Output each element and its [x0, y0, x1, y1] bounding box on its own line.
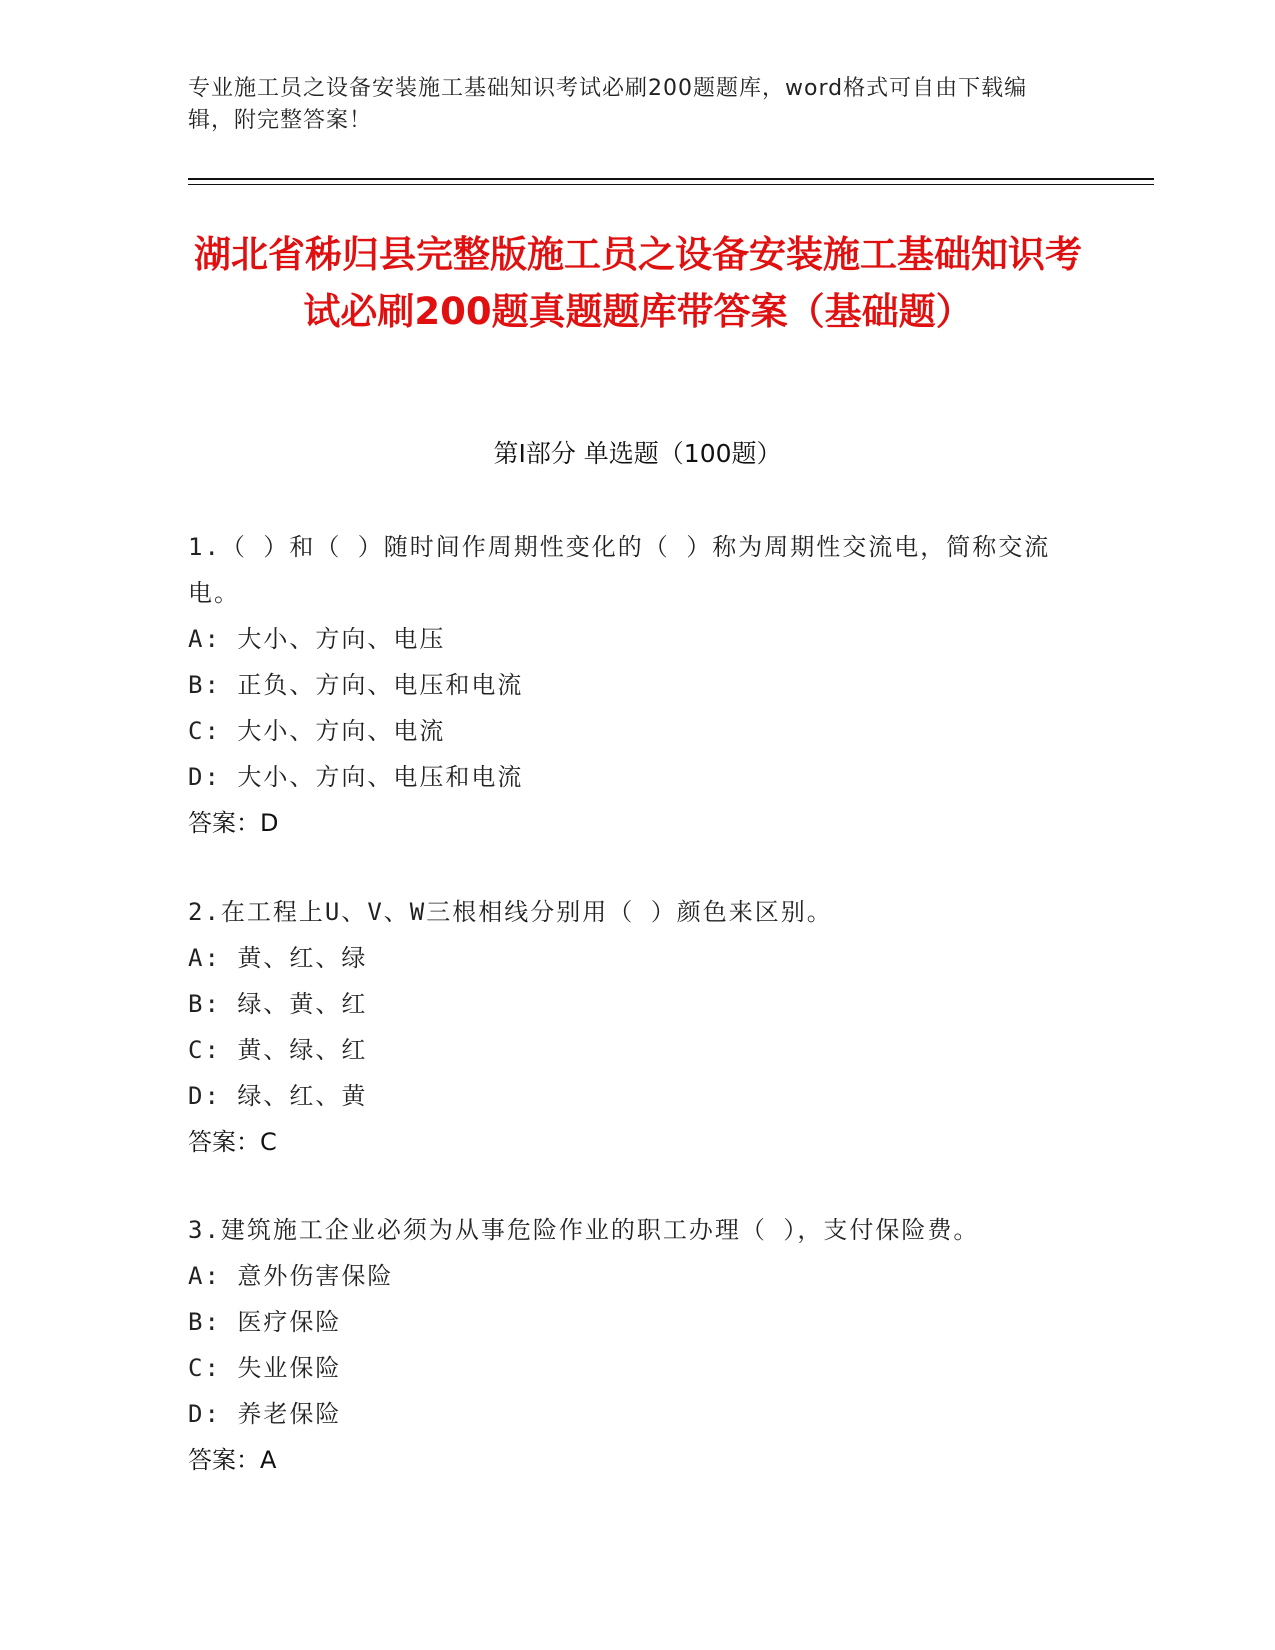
answer-line: 答案：C — [188, 1128, 277, 1156]
option-a: A: 大小、方向、电压 — [188, 625, 446, 653]
option-c: C: 失业保险 — [188, 1354, 342, 1382]
option-c: C: 黄、绿、红 — [188, 1036, 368, 1064]
option-d: D: 绿、红、黄 — [188, 1082, 368, 1110]
option-a: A: 意外伤害保险 — [188, 1262, 394, 1290]
question-stem: 1.（ ）和（ ）随时间作周期性变化的（ ）称为周期性交流电，简称交流电。 — [188, 533, 1051, 607]
header-divider-thick — [188, 178, 1154, 180]
answer-line: 答案：A — [188, 1446, 277, 1474]
section-heading: 第Ⅰ部分 单选题（100题） — [493, 439, 782, 468]
question-stem: 3.建筑施工企业必须为从事危险作业的职工办理（ ），支付保险费。 — [188, 1216, 980, 1244]
question-1 — [188, 524, 1088, 846]
question-3 — [188, 1207, 1088, 1483]
question-2 — [188, 889, 1088, 1165]
option-a: A: 黄、红、绿 — [188, 944, 368, 972]
option-d: D: 大小、方向、电压和电流 — [188, 763, 524, 791]
option-b: B: 绿、黄、红 — [188, 990, 368, 1018]
header-divider-thin — [188, 184, 1154, 185]
document-title: 湖北省秭归县完整版施工员之设备安装施工基础知识考试必刷200题真题题库带答案（基础题） — [194, 233, 1082, 333]
question-stem: 2.在工程上U、V、W三根相线分别用（ ）颜色来区别。 — [188, 898, 833, 926]
option-b: B: 医疗保险 — [188, 1308, 342, 1336]
header-note: 专业施工员之设备安装施工基础知识考试必刷200题题库，word格式可自由下载编辑，附完整答案！ — [188, 76, 1028, 133]
option-b: B: 正负、方向、电压和电流 — [188, 671, 524, 699]
option-d: D: 养老保险 — [188, 1400, 342, 1428]
option-c: C: 大小、方向、电流 — [188, 717, 446, 745]
answer-line: 答案：D — [188, 809, 279, 837]
